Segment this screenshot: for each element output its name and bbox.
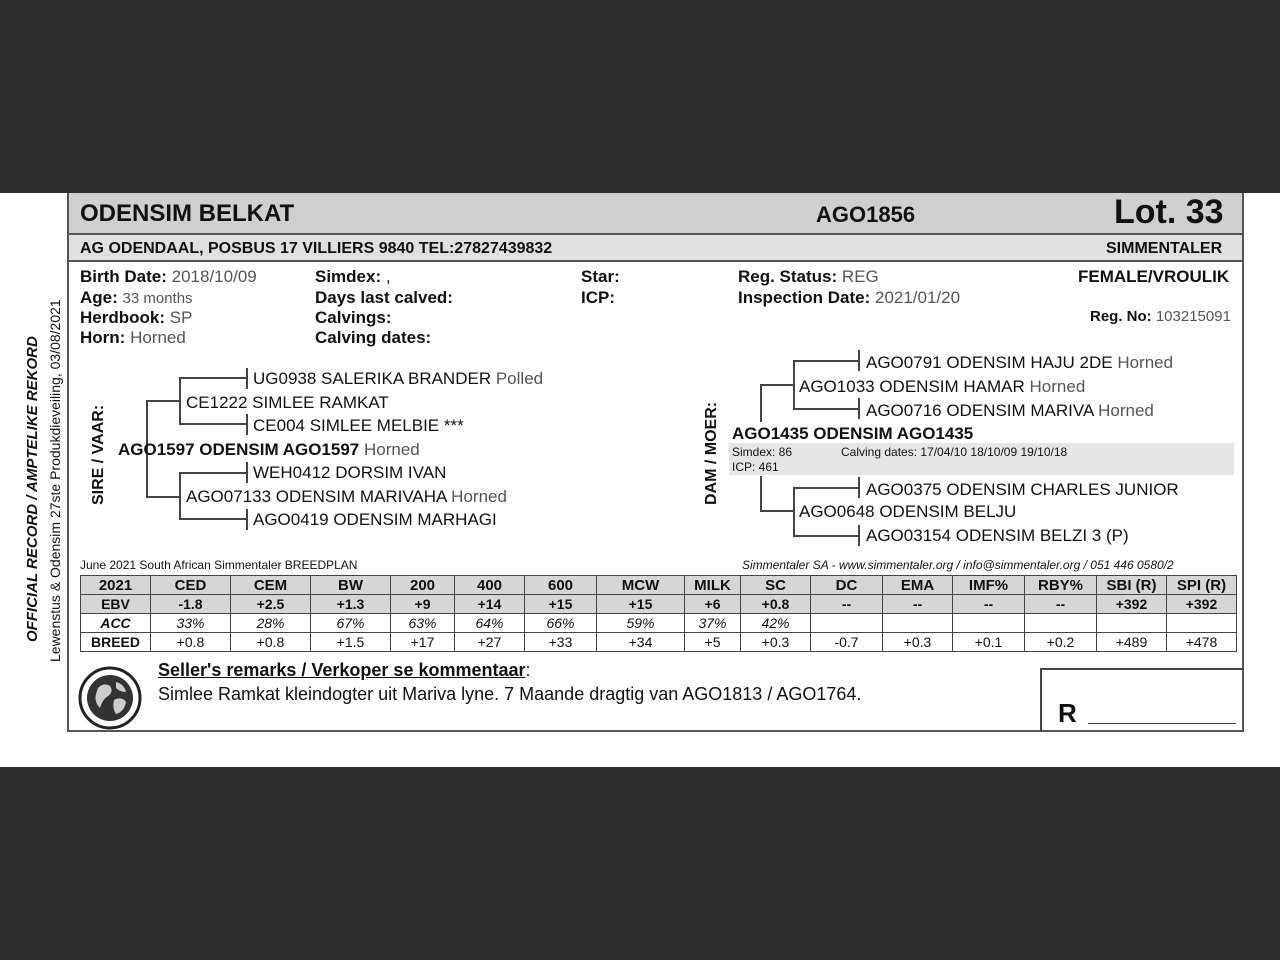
ebv-cell — [1167, 614, 1237, 633]
star: Star: — [581, 267, 620, 286]
ebv-header-cell: CEM — [231, 576, 311, 595]
ebv-header-cell: 200 — [391, 576, 455, 595]
ebv-row-label: ACC — [81, 614, 151, 633]
sire-sire: CE1222 SIMLEE RAMKAT — [186, 393, 389, 412]
ebv-cell: +392 — [1097, 595, 1167, 614]
dam-calving-dates: Calving dates: 17/04/10 18/10/09 19/10/18 — [841, 445, 1068, 459]
inspection-date: Inspection Date: 2021/01/20 — [738, 288, 961, 307]
sire-dam: AGO07133 ODENSIM MARIVAHA Horned — [186, 487, 507, 506]
price-box-top — [1040, 668, 1244, 670]
ebv-row-breed — [81, 633, 1237, 652]
breedplan-caption: June 2021 South African Simmentaler BREEDPLAN — [80, 558, 358, 572]
sire-dam-sire: WEH0412 DORSIM IVAN — [253, 463, 447, 482]
ebv-cell: 63% — [391, 614, 455, 633]
remarks-title: Seller's remarks / Verkoper se kommentaar: — [158, 660, 531, 680]
ebv-cell — [883, 614, 953, 633]
ebv-cell: -- — [883, 595, 953, 614]
ebv-cell — [1025, 614, 1097, 633]
calving-dates: Calving dates: — [315, 328, 432, 347]
price-line — [1088, 723, 1236, 724]
ebv-cell: -1.8 — [151, 595, 231, 614]
ebv-header-cell: 600 — [525, 576, 597, 595]
remarks-text: Simlee Ramkat kleindogter uit Mariva lyne. 7 Maande dragtig van AGO1813 / AGO1764. — [158, 684, 862, 704]
dam-side-label: DAM / MOER: — [703, 401, 720, 505]
sire: AGO1597 ODENSIM AGO1597 Horned — [118, 440, 420, 459]
ebv-cell: 42% — [741, 614, 811, 633]
dam-dam-sire: AGO0375 ODENSIM CHARLES JUNIOR — [866, 480, 1179, 499]
dam-dam: AGO0648 ODENSIM BELJU — [799, 502, 1017, 521]
animal-name: ODENSIM BELKAT — [80, 200, 295, 227]
ebv-cell: +15 — [597, 595, 685, 614]
ebv-row-label: BREED — [81, 633, 151, 652]
lot-number: Lot. 33 — [1114, 193, 1224, 231]
ebv-cell: 67% — [311, 614, 391, 633]
ebv-cell: +17 — [391, 633, 455, 652]
ebv-cell — [1097, 614, 1167, 633]
sire-sire-sire: UG0938 SALERIKA BRANDER Polled — [253, 369, 544, 388]
ebv-cell: +0.8 — [151, 633, 231, 652]
ebv-header-cell: MILK — [685, 576, 741, 595]
ebv-cell: +2.5 — [231, 595, 311, 614]
sire-sire-dam: CE004 SIMLEE MELBIE *** — [253, 416, 464, 435]
ebv-cell: +478 — [1167, 633, 1237, 652]
ebv-cell: +392 — [1167, 595, 1237, 614]
ebv-cell: +6 — [685, 595, 741, 614]
ebv-cell: -- — [953, 595, 1025, 614]
ebv-cell: +15 — [525, 595, 597, 614]
reg-status: Reg. Status: REG — [738, 267, 879, 286]
ebv-cell: 64% — [455, 614, 525, 633]
ebv-cell — [811, 614, 883, 633]
ebv-header-cell: 400 — [455, 576, 525, 595]
price-box-left — [1040, 668, 1042, 732]
ebv-header-cell: MCW — [597, 576, 685, 595]
dam-sire-sire: AGO0791 ODENSIM HAJU 2DE Horned — [866, 353, 1174, 372]
ebv-header-cell: CED — [151, 576, 231, 595]
ebv-header-row — [81, 576, 1237, 595]
breed-label: SIMMENTALER — [1106, 240, 1223, 257]
ebv-header-cell: RBY% — [1025, 576, 1097, 595]
birth-date: Birth Date: 2018/10/09 — [80, 267, 257, 286]
dam-simdex: Simdex: 86 — [732, 445, 793, 459]
ebv-header-cell: IMF% — [953, 576, 1025, 595]
icp: ICP: — [581, 288, 615, 307]
globe-logo-icon — [78, 666, 142, 730]
ebv-cell: +0.8 — [231, 633, 311, 652]
ebv-header-cell: 2021 — [81, 576, 151, 595]
sire-dam-dam: AGO0419 ODENSIM MARHAGI — [253, 510, 497, 529]
auction-label: Lewenstus & Odensim 27ste Produkdieveiling, 03/08/2021 — [47, 299, 63, 662]
simdex: Simdex: , — [315, 267, 391, 286]
ebv-cell: -- — [1025, 595, 1097, 614]
ebv-cell: +0.2 — [1025, 633, 1097, 652]
official-record-label: OFFICIAL RECORD / AMPTELIKE REKORD — [24, 336, 41, 642]
ebv-cell: -- — [811, 595, 883, 614]
herdbook: Herdbook: SP — [80, 308, 193, 327]
ebv-table — [80, 575, 1237, 652]
ebv-cell: 28% — [231, 614, 311, 633]
sire-side-label: SIRE / VAAR: — [90, 404, 107, 505]
ebv-cell: +9 — [391, 595, 455, 614]
ebv-header-cell: BW — [311, 576, 391, 595]
reg-number: Reg. No: 103215091 — [1090, 308, 1231, 325]
ebv-cell: +489 — [1097, 633, 1167, 652]
ebv-cell: +5 — [685, 633, 741, 652]
ebv-cell: +0.1 — [953, 633, 1025, 652]
ebv-row-acc — [81, 614, 1237, 633]
ebv-header-cell: SC — [741, 576, 811, 595]
animal-id: AGO1856 — [816, 202, 916, 227]
ebv-cell: +33 — [525, 633, 597, 652]
ebv-cell: 59% — [597, 614, 685, 633]
ebv-cell: 33% — [151, 614, 231, 633]
dam-sire-dam: AGO0716 ODENSIM MARIVA Horned — [866, 401, 1154, 420]
ebv-cell: -0.7 — [811, 633, 883, 652]
ebv-header-cell: SPI (R) — [1167, 576, 1237, 595]
dam-icp: ICP: 461 — [732, 460, 779, 474]
ebv-header-cell: EMA — [883, 576, 953, 595]
owner-address: AG ODENDAAL, POSBUS 17 VILLIERS 9840 TEL:27827439832 — [80, 240, 553, 257]
ebv-header-cell: DC — [811, 576, 883, 595]
ebv-cell: +34 — [597, 633, 685, 652]
calvings: Calvings: — [315, 308, 392, 327]
contact-caption: Simmentaler SA - www.simmentaler.org / info@simmentaler.org / 051 446 0580/2 — [742, 558, 1174, 572]
ebv-cell: 37% — [685, 614, 741, 633]
dam-dam-dam: AGO03154 ODENSIM BELZI 3 (P) — [866, 526, 1129, 545]
dam: AGO1435 ODENSIM AGO1435 — [732, 424, 974, 443]
horn: Horn: Horned — [80, 328, 186, 347]
ebv-cell: 66% — [525, 614, 597, 633]
price-label: R — [1058, 698, 1077, 728]
ebv-cell: +14 — [455, 595, 525, 614]
days-last-calved: Days last calved: — [315, 288, 453, 307]
sex-label: FEMALE/VROULIK — [1078, 267, 1230, 286]
age: Age: 33 months — [80, 288, 193, 307]
ebv-header-cell: SBI (R) — [1097, 576, 1167, 595]
ebv-cell — [953, 614, 1025, 633]
ebv-cell: +0.8 — [741, 595, 811, 614]
ebv-row-label: EBV — [81, 595, 151, 614]
ebv-cell: +0.3 — [883, 633, 953, 652]
ebv-cell: +0.3 — [741, 633, 811, 652]
ebv-cell: +27 — [455, 633, 525, 652]
ebv-row-ebv — [81, 595, 1237, 614]
dam-sire: AGO1033 ODENSIM HAMAR Horned — [799, 377, 1086, 396]
ebv-cell: +1.3 — [311, 595, 391, 614]
ebv-cell: +1.5 — [311, 633, 391, 652]
